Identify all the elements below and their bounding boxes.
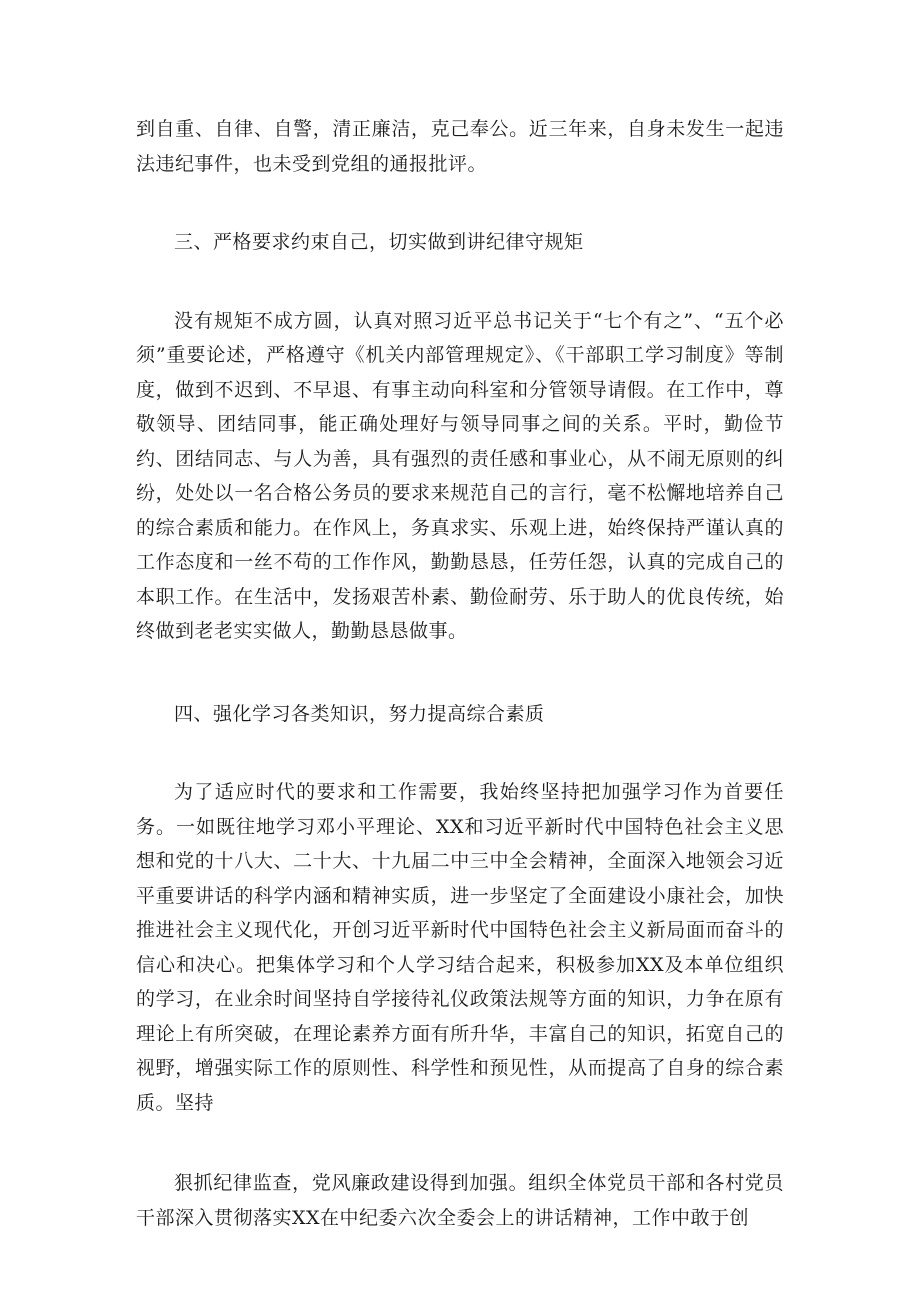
document-body bbox=[136, 112, 784, 1235]
section-heading-4: 四、强化学习各类知识，努力提高综合素质 bbox=[174, 702, 545, 725]
paragraph-continued: 到自重、自律、自警，清正廉洁，克己奉公。近三年来，自身未发生一起违法违纪事件，也未受到党组的通报批评。 bbox=[136, 118, 784, 175]
paragraph-supervision: 狠抓纪律监查，党风廉政建设得到加强。组织全体党员干部和各村党员干部深入贯彻落实XX在中纪委六次全委会上的讲话精神，工作中敢于创 bbox=[136, 1172, 784, 1229]
paragraph-study: 为了适应时代的要求和工作需要，我始终坚持把加强学习作为首要任务。一如既往地学习邓小平理论、XX和习近平新时代中国特色社会主义思想和党的十八大、二十大、十九届二中三中全会精神，全面深入地领会习近平重要讲话的科学内涵和精神实质，进一步坚定了全面建设小康社会，加快推进社会主义现代化，开创习近平新时代中国特色社会主义新局面而奋斗的信心和决心。把集体学习和个人学习结合起来，积极参加XX及本单位组织的学习，在业余时间坚持自学接待礼仪政策法规等方面的知识，力争在原有理论上有所突破，在理论素养方面有所升华，丰富自己的知识，拓宽自己的视野，增强实际工作的原则性、科学性和预见性，从而提高了自身的综合素质。坚持 bbox=[136, 781, 784, 1114]
section-heading-3: 三、严格要求约束自己，切实做到讲纪律守规矩 bbox=[174, 231, 584, 253]
paragraph-discipline: 没有规矩不成方圆，认真对照习近平总书记关于“七个有之”、“五个必须”重要论述，严格遵守《机关内部管理规定》、《干部职工学习制度》等制度，做到不迟到、不早退、有事主动向科室和分管领导请假。在工作中，尊敬领导、团结同事，能正确处理好与领导同事之间的关系。平时，勤俭节约、团结同志、与人为善，具有强烈的责任感和事业心，从不闹无原则的纠纷，处处以一名合格公务员的要求来规范自己的言行，毫不松懈地培养自己的综合素质和能力。在作风上，务真求实、乐观上进，始终保持严谨认真的工作态度和一丝不苟的工作作风，勤勤恳恳，任劳任怨，认真的完成自己的本职工作。在生活中，发扬艰苦朴素、勤俭耐劳、乐于助人的优良传统，始终做到老老实实做人，勤勤恳恳做事。 bbox=[136, 309, 784, 642]
